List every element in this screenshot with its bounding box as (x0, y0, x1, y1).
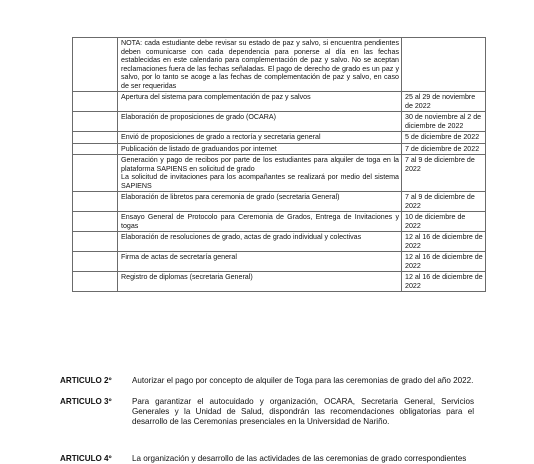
empty-cell (73, 112, 118, 132)
date-cell: 7 al 9 de diciembre de 2022 (402, 155, 486, 192)
note-text: NOTA: cada estudiante debe revisar su estado de paz y salvo, si encuentra pendientes deben comunicarse con cada dependencia para ponerse al día en las fechas establecidas en este calendario para complementación de paz y salvo. No se aceptan reclamaciones fuera de las fechas señaladas. El pago de derecho de grado es un paz y salvo, por lo tanto se acoge a las fechas de complementación de paz y salvo, en caso de ser requeridas (118, 38, 402, 92)
activity-cell: Generación y pago de recibos por parte de los estudiantes para alquiler de toga en la plataforma SAPIENS en solicitud de grado La solicitud de invitaciones para los acompañantes se realizará por medio del sistema SAPIENS (118, 155, 402, 192)
activity-cell: Registro de diplomas (secretaria General) (118, 272, 402, 292)
article-label: ARTICULO 4º (60, 454, 112, 463)
activity-cell: Envió de proposiciones de grado a rectoría y secretaria general (118, 132, 402, 144)
empty-cell (73, 252, 118, 272)
activity-cell: Elaboración de libretos para ceremonia de grado (secretaria General) (118, 192, 402, 212)
empty-cell (73, 132, 118, 144)
activity-cell: Elaboración de resoluciones de grado, actas de grado individual y colectivas (118, 232, 402, 252)
empty-cell (73, 92, 118, 112)
article-3 (60, 397, 474, 427)
schedule-row (73, 132, 486, 144)
note-row (73, 38, 486, 92)
schedule-table (72, 37, 486, 292)
date-cell: 7 al 9 de diciembre de 2022 (402, 192, 486, 212)
schedule-row (73, 232, 486, 252)
schedule-row (73, 192, 486, 212)
article-text: Autorizar el pago por concepto de alquiler de Toga para las ceremonias de grado del año 2022. (132, 376, 474, 385)
empty-cell (73, 38, 118, 92)
activity-cell: Firma de actas de secretaría general (118, 252, 402, 272)
empty-cell (73, 192, 118, 212)
activity-cell: Ensayo General de Protocolo para Ceremonia de Grados, Entrega de Invitaciones y togas (118, 212, 402, 232)
schedule-row (73, 92, 486, 112)
empty-cell (73, 212, 118, 232)
date-cell: 25 al 29 de noviembre de 2022 (402, 92, 486, 112)
schedule-row (73, 272, 486, 292)
empty-cell (73, 272, 118, 292)
schedule-row (73, 212, 486, 232)
empty-cell (73, 143, 118, 155)
articles-section (60, 376, 474, 438)
article-text: Para garantizar el autocuidado y organización, OCARA, Secretaria General, Servicios Generales y la Unidad de Salud, dispondrán las recomendaciones obligatorias para el desarrollo de las Ceremonias presenciales en la Universidad de Nariño. (132, 397, 474, 426)
date-cell: 10 de diciembre de 2022 (402, 212, 486, 232)
article-4 (60, 454, 474, 464)
date-cell: 12 al 16 de diciembre de 2022 (402, 232, 486, 252)
article-label: ARTICULO 2º (60, 376, 112, 385)
article-label: ARTICULO 3º (60, 397, 112, 406)
schedule-row (73, 143, 486, 155)
date-cell: 7 de diciembre de 2022 (402, 143, 486, 155)
activity-cell: Publicación de listado de graduandos por internet (118, 143, 402, 155)
date-cell: 30 de noviembre al 2 de diciembre de 2022 (402, 112, 486, 132)
schedule-row (73, 252, 486, 272)
empty-cell (402, 38, 486, 92)
empty-cell (73, 155, 118, 192)
article-text: La organización y desarrollo de las actividades de las ceremonias de grado correspondientes (132, 454, 467, 463)
date-cell: 12 al 16 de diciembre de 2022 (402, 272, 486, 292)
date-cell: 5 de diciembre de 2022 (402, 132, 486, 144)
activity-cell: Elaboración de proposiciones de grado (OCARA) (118, 112, 402, 132)
empty-cell (73, 232, 118, 252)
schedule-row (73, 112, 486, 132)
date-cell: 12 al 16 de diciembre de 2022 (402, 252, 486, 272)
article-2 (60, 376, 474, 386)
activity-cell: Apertura del sistema para complementación de paz y salvos (118, 92, 402, 112)
schedule-row (73, 155, 486, 192)
